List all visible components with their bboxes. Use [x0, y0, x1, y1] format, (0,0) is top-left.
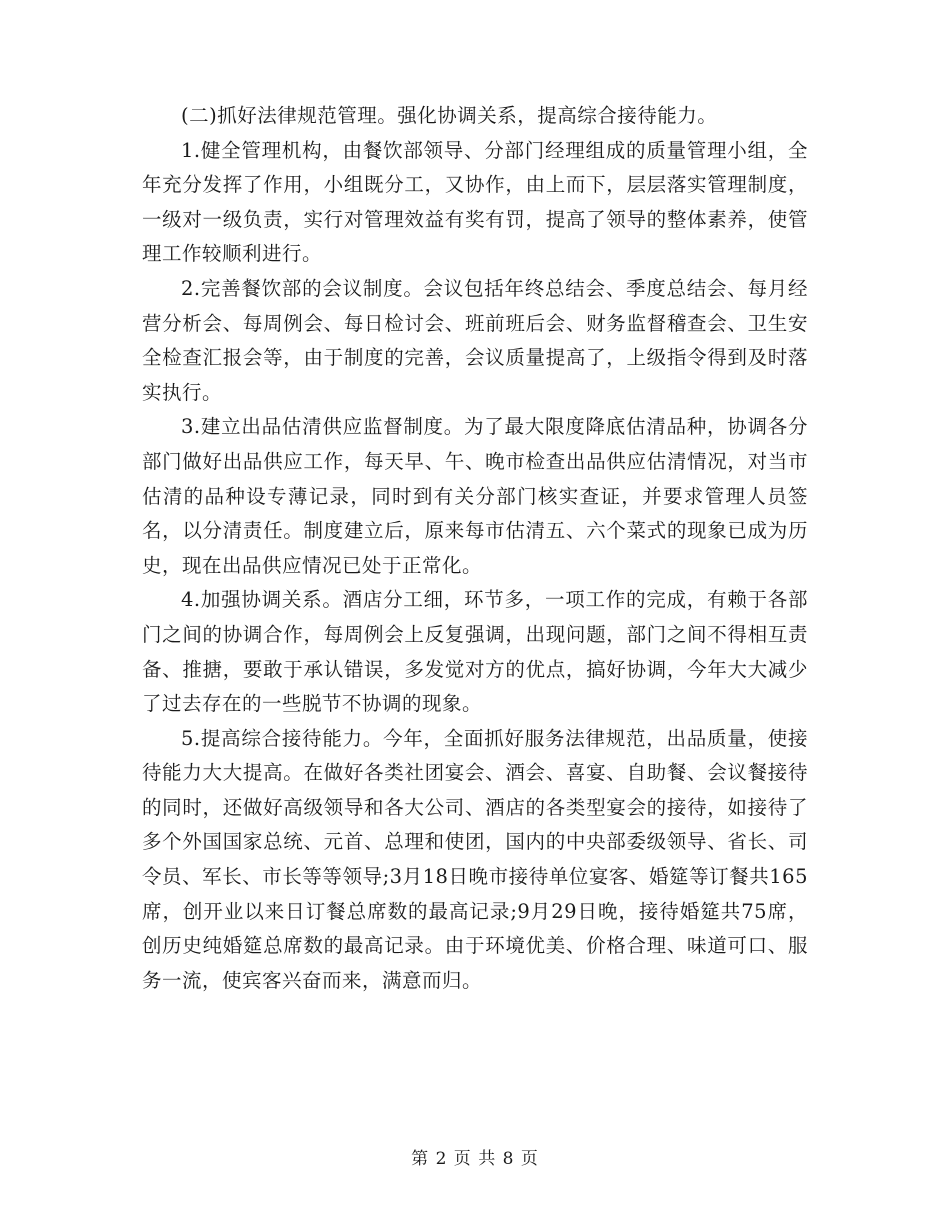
document-body: [142, 99, 808, 998]
paragraph-coordination: 4.加强协调关系。酒店分工细，环节多，一项工作的完成，有赖于各部门之间的协调合作，每周例会上反复强调，出现问题，部门之间不得相互责备、推搪，要敢于承认错误，多发觉对方的优点，搞好协调，今年大大减少了过去存在的一些脱节不协调的现象。: [142, 588, 808, 716]
paragraph-supply-supervision: 3.建立出品估清供应监督制度。为了最大限度降底估清品种，协调各分部门做好出品供应工作，每天早、午、晚市检查出品供应估清情况，对当市估清的品种设专薄记录，同时到有关分部门核实查证，并要求管理人员签名，以分清责任。制度建立后，原来每市估清五、六个菜式的现象已成为历史，现在出品供应情况已处于正常化。: [142, 415, 808, 577]
page-number-footer: 第 2 页 共 8 页: [411, 1149, 539, 1169]
section-heading: (二)抓好法律规范管理。强化协调关系，提高综合接待能力。: [181, 104, 718, 127]
paragraph-reception-capacity: 5.提高综合接待能力。今年，全面抓好服务法律规范，出品质量，使接待能力大大提高。在做好各类社团宴会、酒会、喜宴、自助餐、会议餐接待的同时，还做好高级领导和各大公司、酒店的各类型宴会的接待，如接待了多个外国国家总统、元首、总理和使团，国内的中央部委级领导、省长、司令员、军长、市长等等领导;3月18日晚市接待单位宴客、婚筵等订餐共165席，创开业以来日订餐总席数的最高记录;9月29日晚，接待婚筵共75席，创历史纯婚筵总席数的最高记录。由于环境优美、价格合理、味道可口、服务一流，使宾客兴奋而来，满意而归。: [142, 726, 808, 992]
paragraph-management-organization: 1.健全管理机构，由餐饮部领导、分部门经理组成的质量管理小组，全年充分发挥了作用，小组既分工，又协作，由上而下，层层落实管理制度，一级对一级负责，实行对管理效益有奖有罚，提高了领导的整体素养，使管理工作较顺利进行。: [142, 138, 808, 266]
paragraph-meeting-system: 2.完善餐饮部的会议制度。会议包括年终总结会、季度总结会、每月经营分析会、每周例会、每日检讨会、班前班后会、财务监督稽查会、卫生安全检查汇报会等，由于制度的完善，会议质量提高了，上级指令得到及时落实执行。: [142, 276, 808, 404]
